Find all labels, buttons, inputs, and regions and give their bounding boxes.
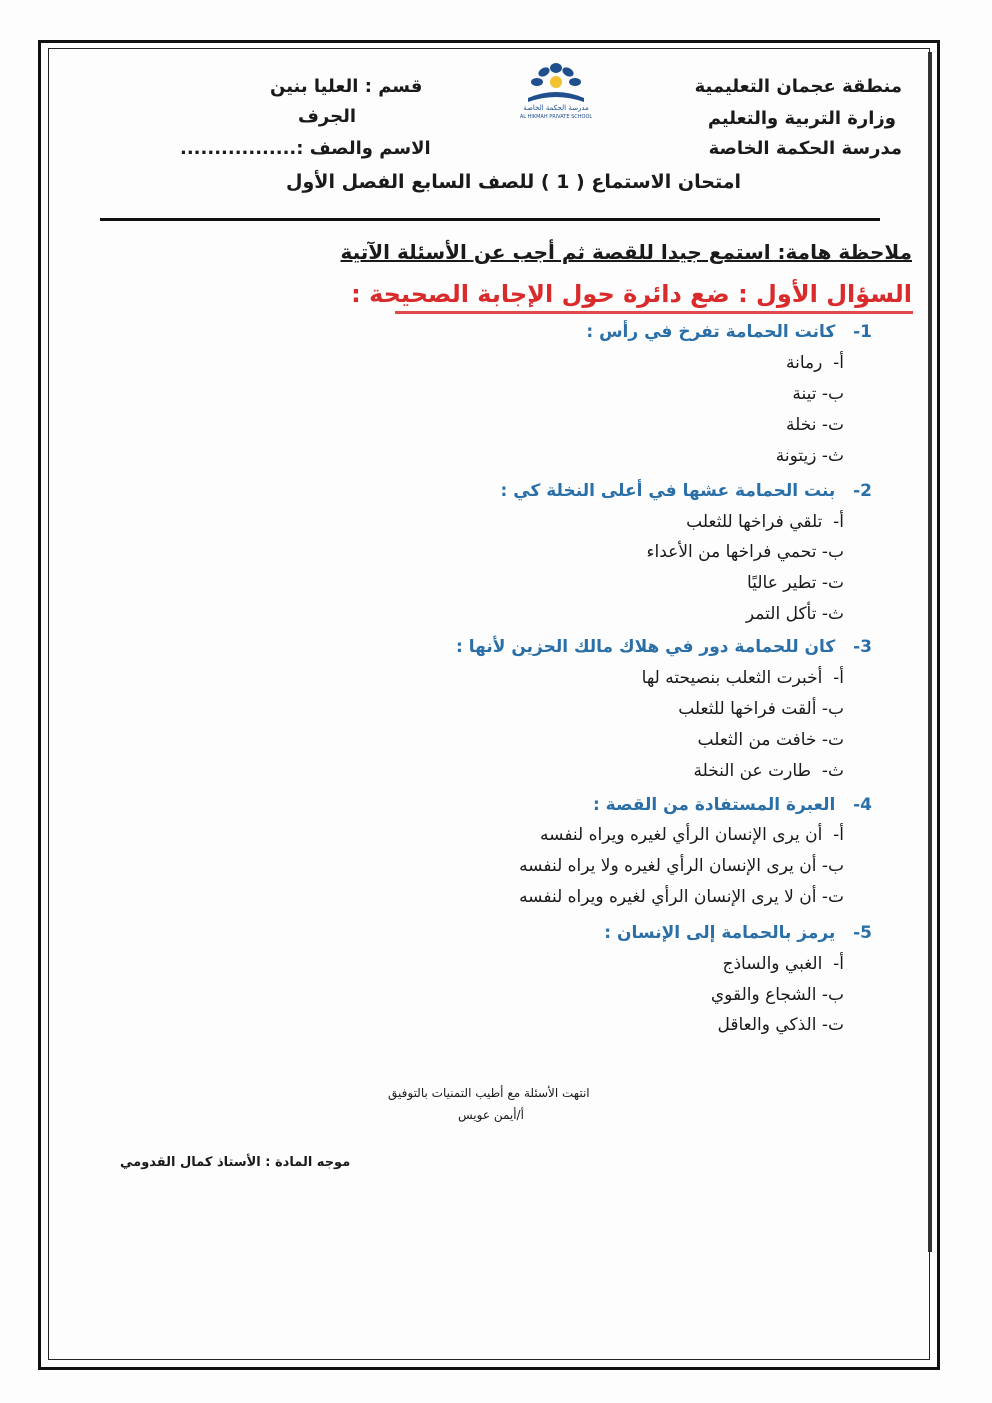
option-text: زيتونة [775,446,817,466]
option-text: أن لا يرى الإنسان الرأي لغيره ويراه لنفسه [519,887,817,907]
closing-message: انتهت الأسئلة مع أطيب التمنيات بالتوفيق [388,1086,590,1100]
question-2-option-b[interactable] [647,542,844,562]
option-label: ب- [821,699,844,719]
option-label: ب- [821,856,844,876]
question-1-text: كانت الحمامة تفرخ في رأس : [586,322,836,342]
option-text: الغبي والساذج [722,954,823,974]
option-label: ث- [821,761,844,781]
question-4-option-c[interactable] [519,887,844,907]
option-label: ت- [821,1015,844,1035]
question-2-option-a[interactable] [686,512,844,532]
question-5-number: 5- [853,923,872,943]
option-text: أن يرى الإنسان الرأي لغيره ويراه لنفسه [540,825,823,845]
question-3-number: 3- [853,637,872,657]
question-3-option-b[interactable] [678,699,844,719]
question-4-option-a[interactable] [540,825,844,845]
option-label: ت- [821,573,844,593]
question-1-number: 1- [853,322,872,342]
question-3-text: كان للحمامة دور في هلاك مالك الحزين لأنها : [456,637,836,657]
question-1-option-b[interactable] [792,384,844,404]
question-5-option-c[interactable] [717,1015,844,1035]
option-text: رمانة [785,353,823,373]
question-5-option-a[interactable] [723,954,844,974]
header-region: منطقة عجمان التعليمية [694,76,902,97]
question-5-option-b[interactable] [711,985,844,1005]
option-text: تطير عاليًا [747,573,817,593]
school-logo-icon [506,58,606,120]
question-4-text: العبرة المستفادة من القصة : [592,795,836,815]
option-label: ب- [821,542,844,562]
option-label: ت- [821,730,844,750]
question-2-text: بنت الحمامة عشها في أعلى النخلة كي : [500,481,836,501]
page-border-right-bar [928,52,932,1252]
option-text: أخبرت الثعلب بنصيحته لها [641,668,823,688]
option-text: خافت من الثعلب [697,730,817,750]
header-divider [100,218,880,221]
question-2-number: 2- [853,481,872,501]
option-label: أ- [833,954,844,974]
important-note: ملاحظة هامة: استمع جيدا للقصة ثم أجب عن الأسئلة الآتية [340,240,912,264]
school-logo [506,58,606,118]
option-text: الشجاع والقوي [710,985,817,1005]
option-text: تلقي فراخها للثعلب [686,512,823,532]
option-text: نخلة [786,415,817,435]
option-text: تأكل التمر [745,604,817,624]
exam-title: امتحان الاستماع ( 1 ) للصف السابع الفصل الأول [286,171,741,193]
question-3-option-c[interactable] [698,730,844,750]
header-name-class: الاسم والصف :................. [180,138,431,159]
question-5-text: يرمز بالحمامة إلى الإنسان : [604,923,836,943]
option-text: تينة [792,384,817,404]
option-label: ث- [821,604,844,624]
question-4-number: 4- [853,795,872,815]
question-3 [456,637,872,657]
question-2 [501,481,872,501]
header-branch: الجرف [298,106,357,127]
question-3-option-d[interactable] [693,761,844,781]
question-3-option-a[interactable] [642,668,844,688]
question-2-option-c[interactable] [747,573,844,593]
question-4 [593,795,872,815]
header-school: مدرسة الحكمة الخاصة [708,138,902,159]
question-1-option-c[interactable] [786,415,844,435]
header-section: قسم : العليا بنين [270,76,423,97]
question-4-option-b[interactable] [519,856,844,876]
question-one-title: السؤال الأول : ضع دائرة حول الإجابة الصحيحة : [351,280,912,308]
option-label: أ- [833,353,844,373]
option-text: طارت عن النخلة [693,761,812,781]
question-5 [604,923,872,943]
option-text: أن يرى الإنسان الرأي لغيره ولا يراه لنفسه [519,856,817,876]
option-text: ألقت فراخها للثعلب [678,699,817,719]
question-1 [586,322,872,342]
teacher-name: أ/أيمن عويس [458,1108,524,1122]
option-label: ت- [821,887,844,907]
option-label: أ- [833,668,844,688]
question-one-underline [395,311,913,314]
option-label: أ- [833,512,844,532]
logo-text-ar: مدرسة الحكمة الخاصة [523,104,589,112]
header-ministry: وزارة التربية والتعليم [707,108,896,129]
question-1-option-a[interactable] [786,353,844,373]
option-text: تحمي فراخها من الأعداء [646,542,817,562]
option-label: أ- [833,825,844,845]
question-1-option-d[interactable] [776,446,844,466]
option-text: الذكي والعاقل [717,1015,817,1035]
option-label: ث- [821,446,844,466]
option-label: ت- [821,415,844,435]
option-label: ب- [821,384,844,404]
subject-supervisor: موجه المادة : الأستاذ كمال القدومي [120,1155,351,1170]
logo-text-en: AL HIKMAH PRIVATE SCHOOL [519,114,593,120]
question-2-option-d[interactable] [746,604,844,624]
option-label: ب- [821,985,844,1005]
